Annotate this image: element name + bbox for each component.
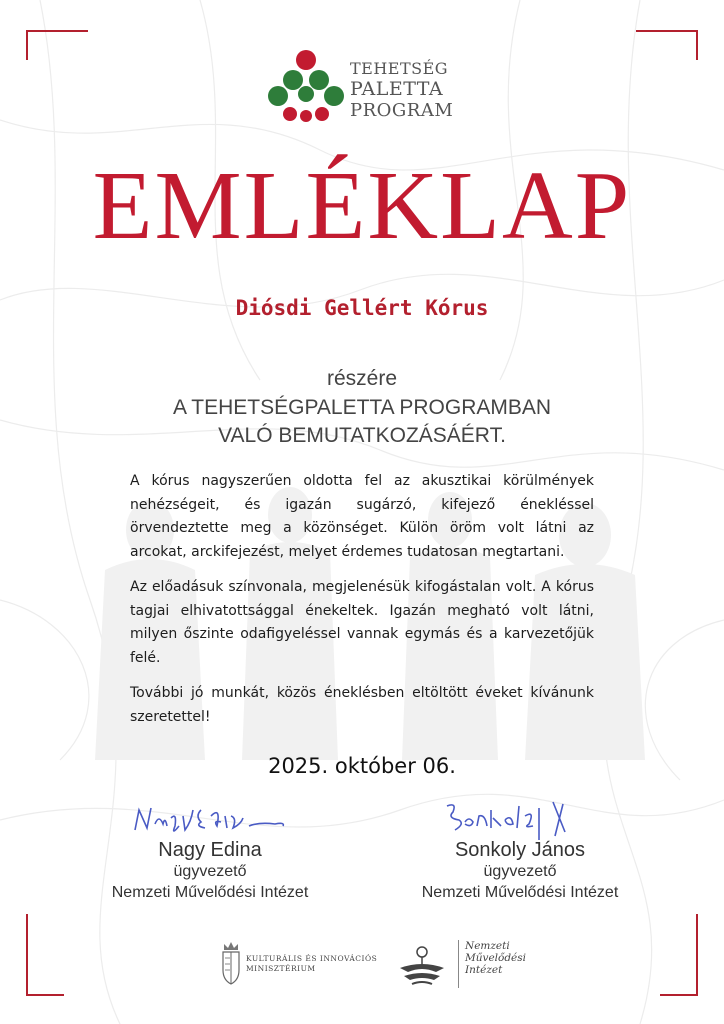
signature-block-left [60,796,360,904]
issue-date: 2025. október 06. [268,754,456,778]
ministry-line-1: KULTURÁLIS ÉS INNOVÁCIÓS [246,954,378,963]
signature-sonkoly-janos [435,796,605,842]
corner-frame-top-left [26,30,88,60]
nmi-line-2: Művelődési [465,952,527,964]
logo-line-2: PALETTA [350,78,444,100]
signer-name-right: Sonkoly János [454,839,586,861]
nmi-line-3: Intézet [465,964,503,976]
signer-org-right: Nemzeti Művelődési Intézet [421,884,619,901]
corner-frame-top-right [636,30,698,60]
signer-role-right: ügyvezető [483,863,557,880]
award-reason [0,394,724,450]
footer-logos [0,936,724,996]
tree-icon [266,48,346,124]
reason-line-1: A TEHETSÉGPALETTA PROGRAMBAN [172,396,552,419]
nmi-emblem-icon [396,942,448,988]
reason-line-2: VALÓ BEMUTATKOZÁSÁÉRT. [218,424,506,447]
logo-line-3: PROGRAM [350,100,454,121]
body-paragraph-3: További jó munkát, közös éneklésben eltöltött éveket kívánunk szeretettel! [130,685,594,725]
logo-line-1: TEHETSÉG [350,59,449,78]
for-label: részére [326,367,398,390]
tehetseg-paletta-logo [266,44,466,124]
signature-nagy-edina [125,796,295,842]
certificate-body [130,470,594,741]
nmi-line-1: Nemzeti [465,940,510,952]
signature-block-right [370,796,670,904]
document-title: EMLÉKLAP [92,152,632,260]
recipient-name: Diósdi Gellért Kórus [235,296,489,320]
body-paragraph-1: A kórus nagyszerűen oldotta fel az akusztikai körülmények nehézségeit, és igazán sugárzó, kifejező énekléssel örvendeztette meg a közönséget. Külön öröm volt látni az arcokat, arckifejezést, melyet érdemes tudatosan megtartani. [130,473,594,560]
signer-org-left: Nemzeti Művelődési Intézet [111,884,309,901]
body-paragraph-2: Az előadásuk színvonala, megjelenésük kifogástalan volt. A kórus tagjai elhivatottsággal énekeltek. Igazán megható volt látni, milyen őszinte odafigyeléssel vannak egymás és a karvezetőjük felé. [130,579,594,666]
signer-name-left: Nagy Edina [158,839,262,861]
hungarian-coat-of-arms-icon [218,940,244,986]
ministry-line-2: MINISZTÉRIUM [246,964,316,973]
signer-role-left: ügyvezető [173,863,247,880]
